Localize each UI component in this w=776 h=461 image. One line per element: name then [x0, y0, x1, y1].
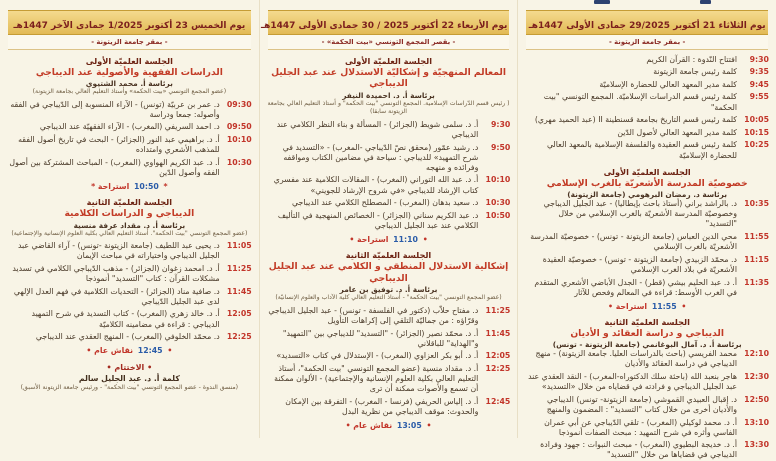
day-date: يوم الأربعاء 22 أكتوبر 2025 / 30 جمادى الأولى 1447هـ: [261, 21, 508, 31]
break-marker: •: [607, 301, 613, 311]
agenda-item-text: د. سعيد بدهان (المغرب) - المصطلح الكلامي عند الديباجي: [292, 198, 479, 208]
day-date-band: [8, 10, 251, 35]
closing-note: (منسق الندوة - عضو المجمع التونسي "بيت الحكمة" - ورئيس جامعة الزيتونة الأسبق): [20, 384, 239, 392]
closing-title: • الاختتام •: [106, 363, 153, 373]
session-chair: برئاسة أ. محمد الشتيوي: [85, 79, 173, 88]
agenda-item: [525, 440, 769, 460]
break-label: نقاش عام: [94, 346, 134, 356]
session-chair: برئاسة أ. د. مقداد عرفة منسية: [73, 220, 186, 230]
agenda-item-time: 9:30: [749, 54, 769, 64]
agenda-item: [525, 278, 769, 298]
agenda-item: [267, 198, 511, 208]
session-chair: برئاسة أ. د. آمال البوغانمي (جامعة الزيتونة - تونس): [552, 340, 742, 350]
day-header: [525, 10, 769, 50]
day-header: [261, 10, 511, 50]
agenda-item: [267, 364, 511, 394]
session-chair: برئاسة د. رمضان البرهومي (جامعة الزيتونة): [567, 190, 728, 200]
agenda-item-text: د. إقبال العبيدي القموشي (جامعة الزيتونة- تونس) الديباجي والأديان أخرى من خلال كتاب "التسديد" : المضمون والمنهج: [546, 394, 737, 414]
agenda-item: [267, 143, 511, 173]
agenda-item: [267, 175, 511, 195]
agenda-item-time: 12:45: [485, 396, 511, 406]
break-label: استراحة: [357, 235, 389, 245]
agenda-item-text: أ. د. أبو بكر العزاوي (المغرب) - الإستدلال في كتاب «التسديد»: [276, 351, 479, 361]
agenda-item: [525, 128, 769, 138]
agenda-item-time: 10:30: [226, 157, 252, 167]
agenda-item: [7, 287, 252, 307]
agenda-item: [525, 199, 769, 229]
day-column: [259, 0, 518, 438]
break-marker: •: [345, 421, 351, 431]
break-marker: •: [86, 346, 92, 356]
agenda-item-time: 11:05: [226, 241, 252, 251]
agenda-item: [267, 397, 511, 417]
closing-block: [7, 363, 252, 393]
break-label: استراحة: [97, 182, 130, 192]
agenda-item: [7, 135, 252, 155]
agenda-item-text: أ. د. إلياس الحريفي (فرنسا - المغرب) - التفرقة بين الإمكان والحدوث: موقف الديباجي من نظرية البدل: [285, 396, 479, 416]
break-time: 11:10: [393, 235, 418, 245]
break-label: استراحة: [615, 301, 648, 311]
agenda-item: [7, 332, 252, 342]
agenda-item-text: كلمة رئيس جامعة الزيتونة: [653, 67, 737, 77]
day-blocks: [7, 56, 252, 394]
agenda-item-text: د. عمر بن عربيّة (تونس) - الآراء المنسوبة إلى الدّيباجي في الفقه وأصوله: جمعا ودراسة: [10, 99, 220, 119]
agenda-item-text: هاجر بنعبد الله (باحثة سلك الدكتوراه-المغرب) - النقد العقدي عند عبد الجليل الديباجي و فرادته في قضاياه من خلال «التسديد»: [528, 372, 737, 392]
agenda-item: [525, 67, 769, 77]
break-label: نقاش عام: [353, 421, 393, 431]
agenda-item: [267, 120, 511, 140]
closing-speaker: كلمة أ. د. عبد الجليل سالم: [78, 374, 180, 384]
agenda-item-text: افتتاح النّدوة : القرآن الكريم: [646, 54, 737, 64]
agenda-item: [267, 329, 511, 349]
agenda-item: [7, 309, 252, 329]
agenda-item-time: 9:55: [749, 92, 769, 102]
cut-off-banner-fragment: [594, 0, 610, 4]
agenda-item-time: 10:05: [744, 115, 769, 125]
agenda-item-time: 10:35: [744, 199, 769, 209]
agenda-item: [267, 306, 511, 326]
day-venue: - بمقر جامعة الزيتونة -: [526, 35, 768, 50]
break-marker: *: [91, 182, 96, 192]
agenda-item-time: 9:50: [490, 142, 511, 152]
agenda-item-text: محي الدين العباس (جامعة الزيتونة - تونس) - خصوصيّة المدرسة الأشعريّة بالغرب الإسلامي: [530, 232, 737, 252]
agenda-item-time: 12:05: [485, 351, 511, 361]
break-time: 13:05: [396, 421, 422, 431]
agenda-item-text: أ. د. امحمد زغوان (الجزائر) - مذهب الدّيباجي الكلامي في تسديد مشكلات القرآن : كتاب "التسديد" أنموذجا: [12, 263, 220, 284]
session-block: [267, 250, 511, 303]
session-name: الجلسة العلميّة الأولى: [85, 55, 173, 66]
agenda-item-time: 11:15: [744, 254, 769, 264]
break-marker: •: [681, 301, 687, 311]
agenda-item: [7, 241, 252, 261]
agenda-item: [7, 158, 252, 178]
agenda-item-text: د. محمّد الزبيدي (جامعة الزيتونة - تونس) - خصوصيّة العقيدة الأشعريّة في بلاد الغرب الإسلامي: [542, 254, 737, 274]
session-block: [525, 317, 769, 350]
agenda-item: [525, 395, 769, 415]
agenda-item-time: 9:30: [490, 119, 511, 129]
agenda-item-text: كلمة مدير المعهد العالي لأصول الدّين: [617, 127, 737, 137]
break-line: [525, 302, 769, 311]
day-venue: - بقصر المجمع التونسي «بيت الحكمة» -: [268, 35, 510, 50]
break-line: [267, 235, 511, 244]
break-marker: •: [167, 346, 173, 356]
session-topic: إشكالية الاستدلال المنطقي و الكلامي عند عبد الجليل الديباجي: [268, 261, 509, 284]
agenda-item-time: 11:45: [226, 286, 252, 296]
agenda-item-time: 12:30: [744, 372, 769, 381]
session-block: [525, 167, 769, 200]
break-line: [267, 421, 511, 430]
agenda-item-text: كلمة مدير المعهد العالي للحضارة الإسلاميّة: [599, 79, 737, 89]
agenda-item-time: 10:25: [744, 140, 769, 150]
agenda-item-text: أ. د. محمد لوكيلي (المغرب) - تلقي الدّيباجي عن أبي عمران الفاسي وأثره في شرح التمهيد : مبحث الصفات أنموذجا: [544, 417, 737, 437]
agenda-item: [525, 349, 769, 369]
session-topic: الدراسات الفقهية والأصولية عند الديباجي: [35, 66, 223, 78]
day-date-band: [261, 10, 510, 35]
agenda-item-time: 12:05: [226, 309, 252, 319]
agenda-item-time: 11:35: [744, 277, 769, 287]
agenda-item-time: 11:25: [226, 263, 252, 273]
break-time: 10:50: [134, 182, 159, 192]
session-topic: الديباجي و الدراسات الكلامية: [64, 208, 195, 220]
agenda-item: [525, 372, 769, 392]
agenda-item-text: د. عبد الكريم سناني (الجزائر) - الخصائص المنهجية في التأليف الكلامي عند عبد الجليل الديباجي: [277, 210, 479, 230]
agenda-item-text: أ. د. خديجة البطيوي (المغرب) - مبحث النبوات : جهود وفرادة الديباجي في قضاياها من خلال "التسديد": [540, 440, 737, 460]
session-chair-note: (عضو المجمع التونسي "بيت الحكمة" - أستاذ التعليم العالي كلية الآداب والعلوم الإنسانيّة): [275, 294, 502, 302]
agenda-item-time: 09:30: [226, 99, 252, 109]
day-column: [517, 0, 776, 460]
agenda-item-text: أ. د. محمّد نصير (الجزائر) - "التسديد" للديباجي بين "التمهيد" و"الهداية" للباقلاني: [282, 328, 479, 348]
agenda-item: [525, 140, 769, 160]
agenda-item-time: 10:10: [226, 135, 252, 145]
agenda-item-time: 10:30: [485, 198, 511, 208]
agenda-item-time: 9:35: [749, 67, 769, 77]
agenda-item-text: د. يحيى عبد اللطيف (جامعة الزيتونة -تونس) - آراء القاضي عبد الجليل الديباجي واختياراته في مباحث الإيمان: [17, 241, 220, 261]
agenda-item-text: د. احمد السريفي (المغرب) - الآراء الفقهيّة عند الديباجي: [39, 122, 220, 132]
session-topic: المعالم المنهجيّة و إشكاليّة الاستدلال عند عبد الجليل الديباجي: [271, 66, 506, 89]
session-block: [267, 56, 511, 117]
agenda-item-text: أ. د. عبد الكريم الهواوي (المغرب) - المباحث المشتركة بين أصول الفقه وأصول الدّين: [9, 157, 220, 177]
agenda-item-time: 09:50: [226, 122, 252, 132]
agenda-item-text: كلمة رئيس قسم التاريخ بجامعة قسنطينة II (عبد الحميد مهري): [534, 115, 737, 125]
session-chair-note: (عضو المجمع التونسي "بيت الحكمة". أستاذ التعليم العالي بكلية العلوم الإنسانية والإجتماعية): [11, 229, 248, 237]
agenda-item-time: 12:25: [485, 363, 511, 373]
break-time: 12:45: [137, 346, 163, 356]
agenda-item-time: 12:25: [226, 332, 252, 342]
break-line: [7, 182, 252, 191]
agenda-item-text: محمد الفريسي (باحث بالدراسات العليا. جامعة الزيتونة) - منهج الديباجي في دراسة العقائد والأديان: [535, 349, 737, 369]
agenda-item-time: 13:30: [744, 440, 769, 450]
agenda-item: [7, 100, 252, 120]
session-name: الجلسة العلميّة الثانية: [604, 316, 690, 327]
agenda-item: [267, 211, 511, 231]
agenda-item: [525, 92, 769, 112]
break-time: 11:55: [651, 301, 677, 311]
agenda-item-time: 9:45: [749, 79, 769, 89]
agenda-item: [525, 80, 769, 90]
session-topic: خصوصيّة المدرسة الأشعريّة بالغرب الإسلامي: [546, 177, 748, 189]
agenda-item: [7, 122, 252, 132]
agenda-item-time: 10:50: [485, 210, 511, 220]
agenda-item: [525, 55, 769, 65]
session-chair-note: (عضو المجمع التونسي «بيت الحكمة» وأستاذ التعليم العالي بجامعة الزيتونة): [32, 88, 227, 95]
agenda-item-text: أ. د. براهيمي عبد النور (الجزائر) - البحث في تاريخ أصول الفقه للمذهب الأشعري وامتداده: [18, 135, 220, 155]
agenda-item-text: أ. د. مقداد منسية (عضو المجمع التونسي "بيت الحكمة"، أستاذ التعليم العالي بكلية العلوم الإنسانية والإجتماعية) - الألوان ممكنة أن تسمع والأصوات ممكنة أن ترى: [274, 363, 479, 394]
agenda-item-text: أ. د. عبد الله التوراني (المغرب) - المقالات الكلامية عند مفسري كتاب الإرشاد للديباجي «في شروح الإرشاد للجويني»: [273, 175, 479, 195]
break-marker: •: [349, 235, 355, 245]
day-blocks: [267, 56, 511, 431]
session-block: [7, 56, 252, 97]
agenda-item-time: 12:50: [744, 394, 769, 404]
break-marker: *: [163, 182, 168, 192]
break-line: [7, 346, 252, 355]
agenda-item-text: كلمة رئيس قسم العقيدة والفلسفة الإسلامية بالمعهد العالي للحضارة الإسلاميّة: [546, 140, 737, 160]
session-topic: الديباجي و دراسة العقائد و الأديان: [570, 327, 725, 339]
session-name: الجلسة العلميّة الأولى: [603, 166, 691, 177]
day-date: يوم الثلاثاء 21 أكتوبر 29/2025 جمادى الأولى 1447هـ: [528, 21, 766, 31]
agenda-item-time: 11:25: [485, 305, 511, 315]
agenda-item: [525, 418, 769, 438]
day-blocks: [525, 55, 769, 461]
agenda-item-text: د. مفتاح حلاّب (دكتور في الفلسفة - تونس) - عبد الجليل الديباجي وقرّاؤه : من جماليّة التلقي إلى إكراهات التأويل: [268, 305, 479, 325]
session-name: الجلسة العلميّة الثانية: [86, 197, 173, 208]
day-header: [7, 10, 252, 50]
agenda-item-text: د. صافية مناد (الجزائر) - التحديات الكلامية في فهم العدل الإلهي لدى عبد الجليل الدّيباجي: [13, 286, 220, 306]
agenda-item-time: 13:10: [744, 417, 769, 427]
agenda-item-text: كلمة رئيس قسم الدراسات الإسلاميّة. المجمع التونسي "بيت الحكمة": [543, 92, 737, 112]
agenda-item: [7, 264, 252, 284]
day-date: يوم الخميس 23 أكتوبر 1/2025 جمادى الآخر 1447هـ: [13, 21, 246, 31]
session-name: الجلسة العلميّة الثانية: [345, 250, 432, 261]
agenda-item-text: أ. د. خالد زهري (المغرب) - كتاب التسديد في شرح التمهيد الديباجي : قراءة في مضامينه الكلاميّة: [31, 309, 220, 329]
agenda-item-text: د. محمّد الخلوفي (المغرب) - المنهج العقدي عند الديباجي: [35, 332, 220, 342]
agenda-item-text: د. بالراشد براني (أستاذ باحث بإيطاليا) - عبد الجليل الديباجي وخصوصيّة المدرسة الأشعريّة بالغرب الإسلامي من خلال "التسديد": [543, 199, 737, 229]
session-chair-note: ( رئيس قسم الدّراسات الإسلامية. المجمع التونسي "بيت الحكمة" و أستاذ التعليم العالي بجامعة الزيتونة سابقا): [267, 99, 510, 116]
agenda-item-time: 11:55: [744, 232, 769, 241]
day-venue: - بمقر جامعة الزيتونة -: [8, 35, 251, 50]
cut-off-banner-fragment: [700, 0, 711, 4]
session-chair: برئاسة أ. د. توفيق بن عامر: [339, 285, 438, 295]
agenda-item: [525, 255, 769, 275]
day-column: [0, 0, 259, 438]
session-name: الجلسة العلميّة الأولى: [344, 55, 433, 66]
agenda-item: [267, 351, 511, 361]
agenda-item-time: 10:10: [485, 175, 511, 185]
agenda-item-text: أ. د. سلمى شويط (الجزائر) - المسألة و بناء النظر الكلامي عند الديباجي: [276, 119, 479, 139]
agenda-item-text: أ. د. عبد الحليم بيشي (قطر) - الجدل الأباضي الأشعري المتقدم في الغرب الأوسط: قراءة في المعالم وفحص للآثار: [534, 277, 737, 297]
agenda-item-text: د. رشيد عمّور (محقق نصّ الدّيباجي -المغرب) - «التسديد في شرح التمهيد» للديباجي : سياحة في مضامين الكتاب ومواقفه وفرائده و منهجه: [282, 142, 479, 172]
agenda-item: [525, 232, 769, 252]
agenda-item: [525, 115, 769, 125]
agenda-item-time: 11:45: [485, 328, 511, 338]
agenda-item-time: 10:15: [744, 127, 769, 137]
day-date-band: [526, 10, 768, 35]
session-block: [7, 197, 252, 238]
break-marker: •: [422, 235, 428, 245]
agenda-item-time: 12:10: [744, 349, 769, 359]
session-chair: برئاسة أ. د. احميدة النيفر: [342, 90, 435, 100]
break-marker: •: [426, 421, 432, 431]
